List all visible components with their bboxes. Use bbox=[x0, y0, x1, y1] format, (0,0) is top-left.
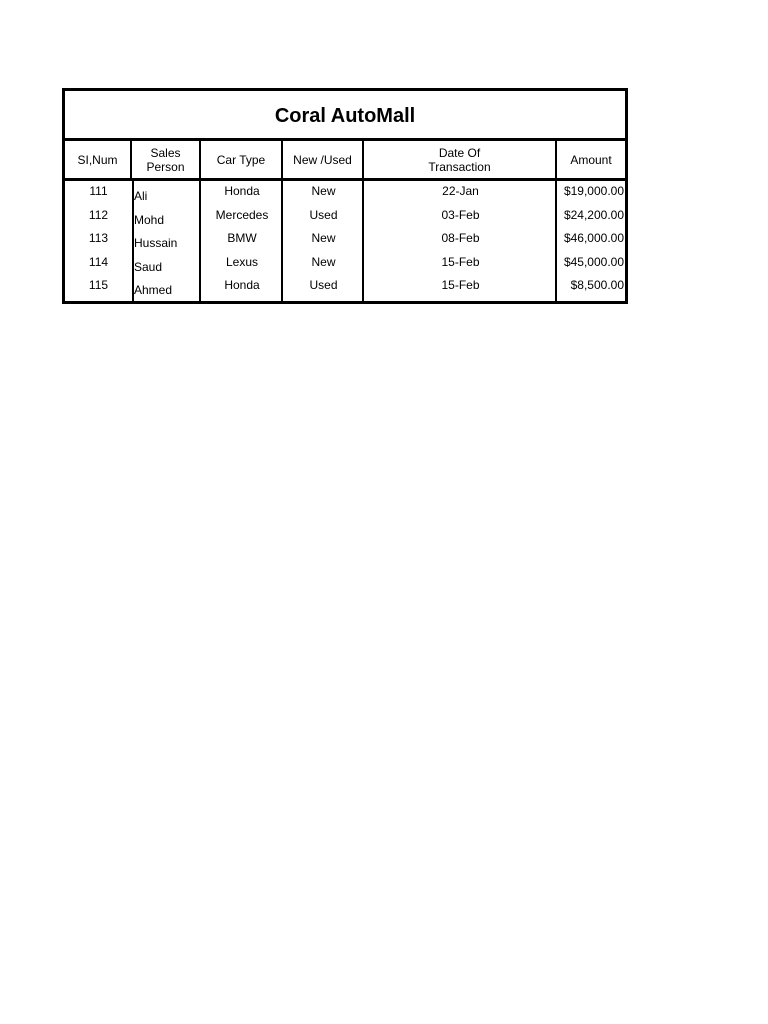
cell-car-type: Lexus bbox=[225, 254, 259, 269]
header-sales-person: Sales Person bbox=[132, 141, 201, 178]
cell-amount: $46,000.00 bbox=[563, 231, 624, 245]
cell-new-used: New bbox=[311, 184, 336, 198]
cell-amount: $8,500.00 bbox=[570, 278, 624, 292]
table-title-row bbox=[65, 91, 625, 141]
column-divider bbox=[362, 181, 364, 301]
sales-table bbox=[62, 88, 628, 304]
header-si-num: SI,Num bbox=[65, 141, 132, 178]
table-row bbox=[65, 205, 625, 229]
table-title: Coral AutoMall bbox=[274, 104, 416, 127]
header-new-used: New /Used bbox=[283, 141, 364, 178]
cell-car-type: BMW bbox=[227, 231, 257, 245]
cell-sales-person: Saud bbox=[134, 259, 163, 274]
cell-si-num: 113 bbox=[88, 231, 109, 245]
column-divider bbox=[199, 181, 201, 301]
table-row bbox=[65, 252, 625, 276]
cell-date: 15-Feb bbox=[441, 278, 480, 292]
cell-si-num: 115 bbox=[88, 278, 109, 292]
column-divider bbox=[281, 181, 283, 301]
cell-date: 03-Feb bbox=[441, 207, 480, 222]
table-header-row bbox=[65, 141, 625, 181]
header-date-of-transaction: Date Of Transaction bbox=[364, 141, 557, 178]
cell-amount: $24,200.00 bbox=[563, 207, 624, 222]
cell-sales-person: Mohd bbox=[134, 212, 165, 227]
header-amount: Amount bbox=[570, 152, 612, 167]
cell-car-type: Honda bbox=[224, 184, 260, 198]
cell-date: 15-Feb bbox=[441, 254, 480, 269]
table-row bbox=[65, 181, 625, 205]
cell-new-used: Used bbox=[309, 278, 338, 292]
cell-car-type: Honda bbox=[224, 278, 260, 292]
cell-si-num: 114 bbox=[88, 254, 109, 269]
cell-sales-person: Ali bbox=[134, 189, 148, 203]
header-car-type: Car Type bbox=[201, 141, 283, 178]
cell-sales-person: Hussain bbox=[134, 236, 178, 250]
cell-si-num: 112 bbox=[88, 207, 109, 222]
cell-si-num: 111 bbox=[89, 184, 108, 198]
cell-sales-person: Ahmed bbox=[134, 283, 173, 297]
cell-new-used: Used bbox=[309, 207, 338, 222]
table-row bbox=[65, 275, 625, 299]
cell-car-type: Mercedes bbox=[215, 207, 269, 222]
cell-new-used: New bbox=[311, 231, 336, 245]
cell-new-used: New bbox=[311, 254, 336, 269]
column-divider bbox=[132, 181, 134, 301]
cell-date: 22-Jan bbox=[442, 184, 479, 198]
table-body bbox=[65, 181, 625, 301]
cell-date: 08-Feb bbox=[441, 231, 480, 245]
column-divider bbox=[555, 181, 557, 301]
table-row bbox=[65, 228, 625, 252]
cell-amount: $45,000.00 bbox=[563, 254, 624, 269]
cell-amount: $19,000.00 bbox=[563, 184, 624, 198]
